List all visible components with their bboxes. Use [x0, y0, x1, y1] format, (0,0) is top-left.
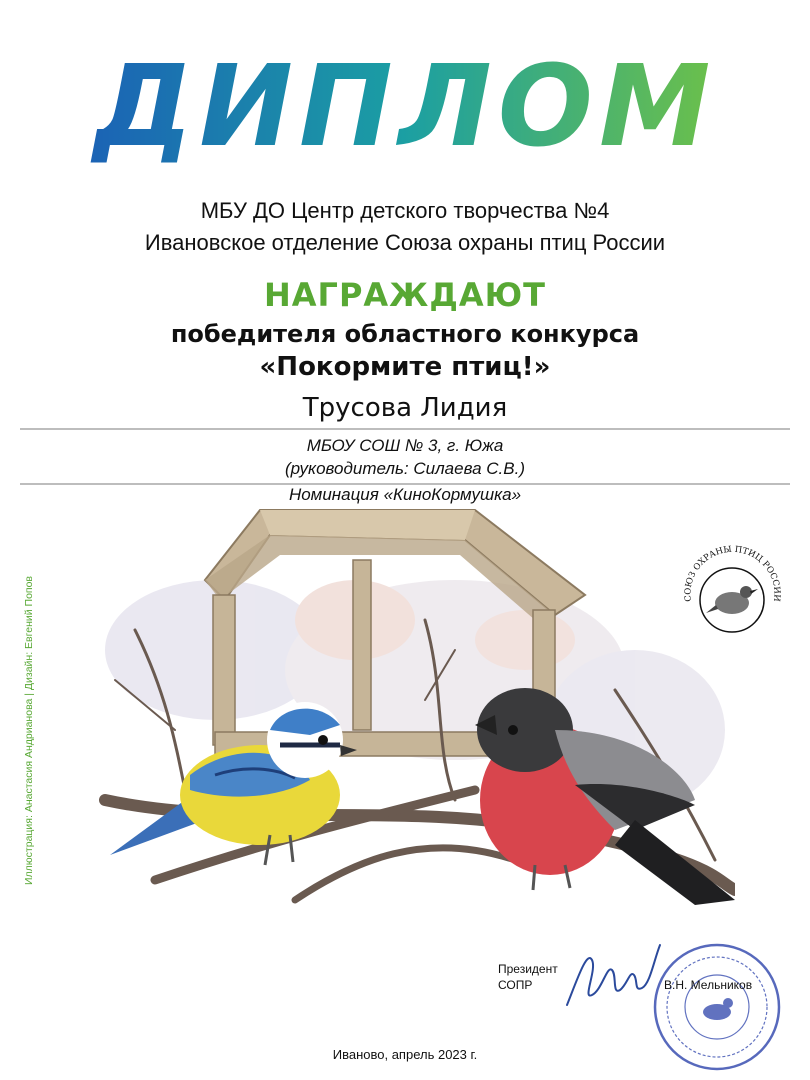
union-logo [680, 545, 785, 650]
footer-place-date: Иваново, апрель 2023 г. [332, 1047, 478, 1062]
diploma-title [0, 40, 810, 170]
credits: Иллюстрация: Анастасия Андрианова | Дизайн: Евгений Попов [23, 575, 35, 885]
organization-line-2: Ивановское отделение Союза охраны птиц России [144, 230, 666, 255]
feeder-illustration [95, 500, 735, 920]
school-name: МБОУ СОШ № 3, г. Южа [306, 436, 504, 455]
award-text: победителя областного конкурса [170, 320, 640, 348]
signatory-role-1: Президент [498, 962, 558, 976]
organization-line-1: МБУ ДО Центр детского творчества №4 [200, 198, 610, 223]
bird-emblem-icon [706, 586, 758, 614]
union-logo-text: СОЮЗ ОХРАНЫ ПТИЦ РОССИИ [683, 545, 782, 603]
signatory-name: В.Н. Мельников [664, 978, 753, 992]
signatory-role-2: СОПР [498, 978, 533, 992]
award-verb: НАГРАЖДАЮТ [264, 276, 546, 314]
supervisor: (руководитель: Силаева С.В.) [285, 459, 525, 478]
winner-name: Трусова Лидия [302, 393, 508, 423]
diploma-title-text: ДИПЛОМ [93, 42, 717, 170]
divider-top [20, 428, 790, 430]
stamp-bird-icon [703, 998, 733, 1020]
nomination: Номинация «КиноКормушка» [288, 485, 522, 504]
contest-name: «Покормите птиц!» [259, 352, 551, 382]
